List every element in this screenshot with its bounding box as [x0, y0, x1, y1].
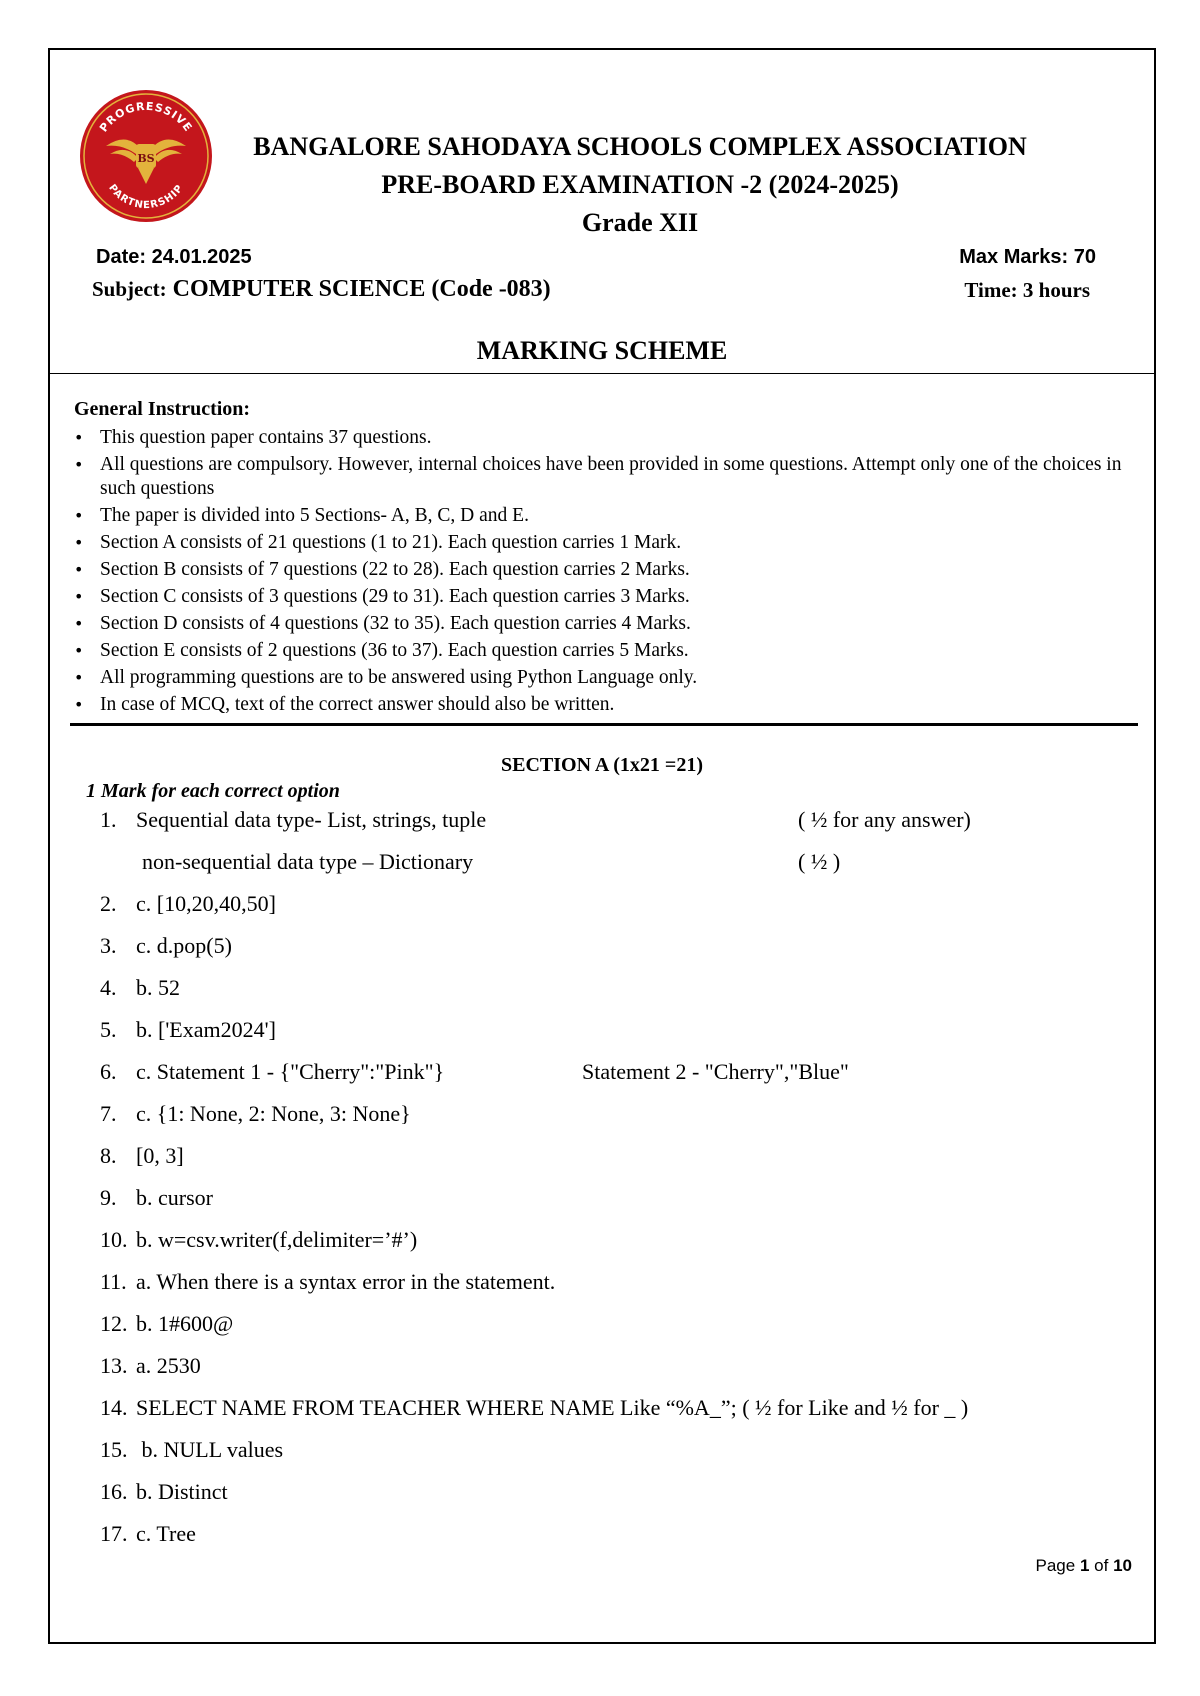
page-of: of — [1094, 1556, 1109, 1575]
answer-row — [100, 1353, 201, 1379]
answer-number: 11. — [100, 1269, 127, 1294]
section-divider — [70, 723, 1138, 726]
page-number — [1036, 1556, 1132, 1576]
answer-number: 12. — [100, 1311, 128, 1336]
answer-number: 1. — [100, 807, 117, 832]
exam-name: PRE-BOARD EXAMINATION -2 (2024-2025) — [381, 170, 899, 199]
header-divider — [50, 373, 1154, 374]
answer-row — [100, 1437, 283, 1463]
answer-text: b. 1#600@ — [136, 1311, 234, 1336]
instruction-item: • This question paper contains 37 questions. — [74, 426, 1134, 450]
answer-text: c. [10,20,40,50] — [136, 891, 276, 916]
answer-text: non-sequential data type – Dictionary — [142, 849, 474, 874]
answer-row — [100, 1143, 184, 1169]
answer-text: b. ['Exam2024'] — [136, 1017, 276, 1042]
answer-number: 16. — [100, 1479, 128, 1504]
answer-number: 17. — [100, 1521, 128, 1546]
subject-name: COMPUTER SCIENCE (Code -083) — [172, 276, 551, 302]
answer-number: 3. — [100, 933, 117, 958]
answer-row — [100, 1227, 417, 1253]
marking-scheme-title: MARKING SCHEME — [476, 336, 728, 365]
answer-number: 13. — [100, 1353, 128, 1378]
answer-text: [0, 3] — [136, 1143, 184, 1168]
answer-text: a. 2530 — [136, 1353, 201, 1378]
answer-number: 9. — [100, 1185, 117, 1210]
answer-row — [100, 1185, 213, 1211]
answer-row — [100, 1395, 968, 1421]
instruction-item: • In case of MCQ, text of the correct answer should also be written. — [74, 693, 1134, 717]
section-a-title: SECTION A (1x21 =21) — [501, 754, 703, 776]
answer-row — [100, 1059, 444, 1085]
answer-text: Sequential data type- List, strings, tuple — [136, 807, 487, 832]
max-marks: Max Marks: 70 — [959, 246, 1096, 268]
answer-text: b. NULL values — [136, 1437, 284, 1462]
instructions-list — [74, 426, 1134, 720]
answer-number: 5. — [100, 1017, 117, 1042]
exam-time: Time: 3 hours — [964, 278, 1090, 302]
page-total: 10 — [1113, 1556, 1132, 1575]
answer-number: 7. — [100, 1101, 117, 1126]
svg-text:PROGRESSIVE: PROGRESSIVE — [97, 99, 195, 135]
answer-row — [100, 807, 486, 833]
answer-text: c. {1: None, 2: None, 3: None} — [136, 1101, 411, 1126]
svg-text:BS: BS — [137, 152, 155, 165]
answer-number: 15. — [100, 1437, 128, 1462]
answer-text: c. Tree — [136, 1521, 196, 1546]
instruction-item: • Section C consists of 3 questions (29 to 31). Each question carries 3 Marks. — [74, 585, 1134, 609]
answer-number: 10. — [100, 1227, 128, 1252]
answer-number: 4. — [100, 975, 117, 1000]
answer-row — [100, 1017, 276, 1043]
answer-text: c. d.pop(5) — [136, 933, 232, 958]
exam-date: Date: 24.01.2025 — [96, 246, 252, 268]
answer-statement-2: Statement 2 - "Cherry","Blue" — [582, 1059, 849, 1084]
page-current: 1 — [1079, 1556, 1090, 1575]
answer-number: 14. — [100, 1395, 128, 1420]
answer-text: c. Statement 1 - {"Cherry":"Pink"} — [136, 1059, 445, 1084]
answer-row — [100, 1311, 233, 1337]
instruction-item: • Section B consists of 7 questions (22 to 28). Each question carries 2 Marks. — [74, 558, 1134, 582]
section-a-subtitle: 1 Mark for each correct option — [86, 780, 340, 802]
answer-number: 2. — [100, 891, 117, 916]
answer-text: b. w=csv.writer(f,delimiter=’#’) — [136, 1227, 418, 1252]
answer-text: SELECT NAME FROM TEACHER WHERE NAME Like “%A_”; ( ½ for Like and ½ for _ ) — [136, 1395, 969, 1420]
organization-name: BANGALORE SAHODAYA SCHOOLS COMPLEX ASSOCIATION — [253, 132, 1027, 161]
instruction-item: • Section E consists of 2 questions (36 to 37). Each question carries 5 Marks. — [74, 639, 1134, 663]
subject-label: Subject: — [92, 277, 167, 301]
subject-line — [92, 276, 551, 303]
answer-number: 8. — [100, 1143, 117, 1168]
answer-row — [100, 891, 276, 917]
answer-number: 6. — [100, 1059, 117, 1084]
answer-row — [100, 1521, 196, 1547]
answer-row — [100, 1479, 228, 1505]
answer-mark: ( ½ ) — [798, 849, 841, 874]
page-prefix: Page — [1035, 1556, 1076, 1575]
answer-row — [100, 1269, 555, 1295]
instruction-item: • All questions are compulsory. However, internal choices have been provided in some questions. Attempt only one of the choices in such questions — [74, 453, 1134, 501]
instruction-item: • Section A consists of 21 questions (1 to 21). Each question carries 1 Mark. — [74, 531, 1134, 555]
instruction-item: • The paper is divided into 5 Sections- A, B, C, D and E. — [74, 504, 1134, 528]
answer-mark: ( ½ for any answer) — [798, 807, 971, 832]
answer-row — [100, 1101, 411, 1127]
instructions-heading: General Instruction: — [74, 398, 251, 420]
answer-row — [142, 849, 473, 875]
answer-row — [100, 975, 180, 1001]
answer-text: b. cursor — [136, 1185, 213, 1210]
grade: Grade XII — [581, 208, 699, 237]
instruction-item: • All programming questions are to be answered using Python Language only. — [74, 666, 1134, 690]
answer-text: a. When there is a syntax error in the statement. — [136, 1269, 556, 1294]
answer-text: b. Distinct — [136, 1479, 228, 1504]
answer-row — [100, 933, 232, 959]
school-logo — [76, 88, 216, 224]
instruction-item: • Section D consists of 4 questions (32 to 35). Each question carries 4 Marks. — [74, 612, 1134, 636]
answer-text: b. 52 — [136, 975, 180, 1000]
svg-text:PARTNERSHIP: PARTNERSHIP — [106, 182, 186, 212]
